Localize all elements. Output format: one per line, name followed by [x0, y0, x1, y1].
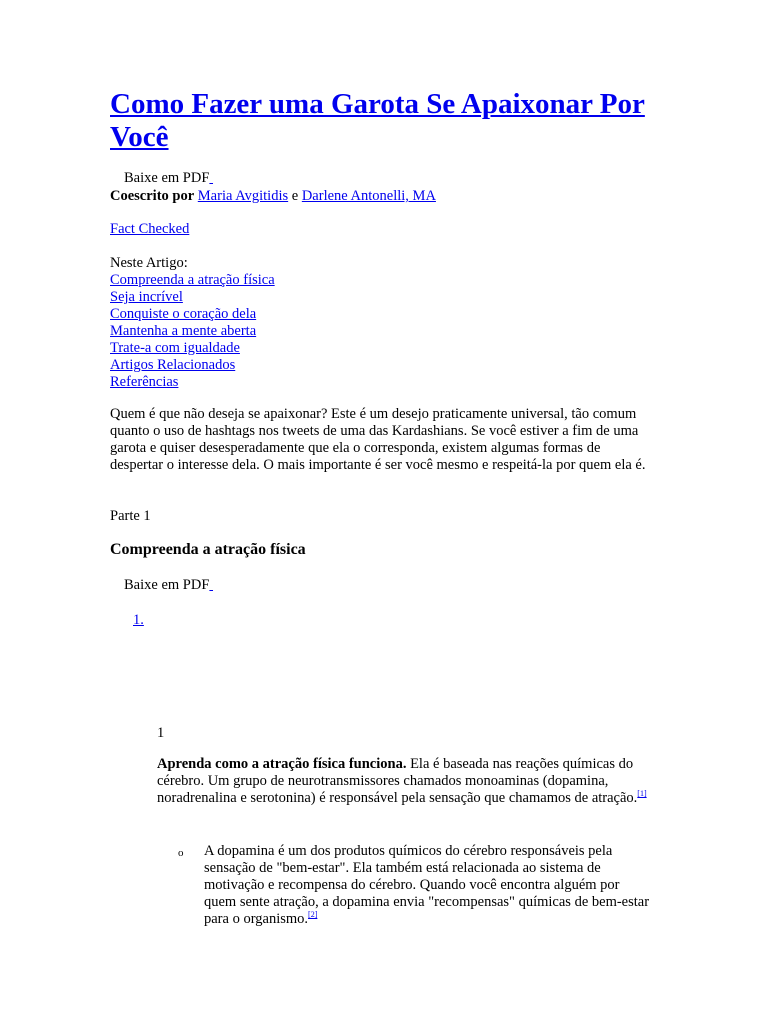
toc-label: Neste Artigo: — [110, 255, 188, 271]
byline-label: Coescrito por — [110, 188, 195, 204]
step-ref — [637, 789, 646, 798]
download-pdf-link[interactable] — [209, 170, 213, 186]
section-download-pdf — [124, 577, 213, 594]
section-heading: Compreenda a atração física — [110, 541, 306, 558]
sub-bullet-text — [204, 843, 654, 928]
section-download-pdf-link[interactable] — [209, 577, 213, 593]
byline-joiner: e — [291, 188, 299, 204]
toc-item — [110, 272, 275, 289]
toc-item — [110, 306, 275, 323]
toc-link-referencias[interactable]: Referências — [110, 374, 179, 390]
table-of-contents — [110, 272, 275, 391]
toc-link-conquiste[interactable]: Conquiste o coração dela — [110, 306, 257, 322]
toc-item — [110, 289, 275, 306]
toc-item — [110, 323, 275, 340]
article-title — [110, 88, 670, 154]
toc-item — [110, 357, 275, 374]
article-title-link[interactable]: Como Fazer uma Garota Se Apaixonar Por Você — [110, 88, 645, 153]
toc-item — [110, 374, 275, 391]
bullet-marker: o — [178, 847, 184, 859]
ref-link-1[interactable]: [1] — [637, 789, 647, 798]
toc-link-artigos[interactable]: Artigos Relacionados — [110, 357, 236, 373]
ref-link-2[interactable]: [2] — [308, 910, 318, 919]
fact-checked-link[interactable]: Fact Checked — [110, 221, 190, 237]
step-list-number — [133, 612, 144, 629]
step-bold-lead: Aprenda como a atração física funciona. — [157, 756, 407, 772]
step-number: 1 — [157, 725, 165, 741]
intro-paragraph: Quem é que não deseja se apaixonar? Este é um desejo praticamente universal, tão comum quanto o uso de hashtags nos tweets de uma das Kardashians. Se você estiver a fim de uma garota e quiser desesperadamente que ela o corresponda, existem algumas formas de despertar o interesse dela. O mais importante é ser você mesmo e respeitá-la por quem ela é. — [110, 406, 646, 473]
part-label: Parte 1 — [110, 508, 151, 524]
toc-item — [110, 340, 275, 357]
toc-link-trate-a[interactable]: Trate-a com igualdade — [110, 340, 240, 356]
toc-link-compreenda[interactable]: Compreenda a atração física — [110, 272, 275, 288]
step-text — [157, 756, 665, 807]
step-body: Ela é baseada nas reações químicas do cérebro. Um grupo de neurotransmissores chamados monoaminas (dopamina, noradrenalina e serotonina) é responsável pela sensação que chamamos de atração. — [157, 756, 638, 806]
sub-bullet-ref — [308, 910, 317, 919]
fact-checked — [110, 221, 189, 238]
download-pdf-label: Baixe em PDF — [124, 170, 210, 186]
toc-link-mantenha[interactable]: Mantenha a mente aberta — [110, 323, 257, 339]
sub-bullet-body: A dopamina é um dos produtos químicos do cérebro responsáveis pela sensação de "bem-estar". Ela também está relacionada ao sistema de motivação e recompensa do cérebro. Quando você encontra alguém por quem sente atração, a dopamina envia "recompensas" químicas de bem-estar para o organismo. — [204, 843, 650, 927]
author-link-1[interactable]: Maria Avgitidis — [197, 188, 289, 204]
step-list-number-link[interactable]: 1. — [133, 612, 144, 628]
section-download-pdf-label: Baixe em PDF — [124, 577, 210, 593]
download-pdf — [124, 170, 213, 187]
byline — [110, 188, 436, 205]
author-link-2[interactable]: Darlene Antonelli, MA — [301, 188, 436, 204]
toc-link-seja-incrivel[interactable]: Seja incrível — [110, 289, 183, 305]
